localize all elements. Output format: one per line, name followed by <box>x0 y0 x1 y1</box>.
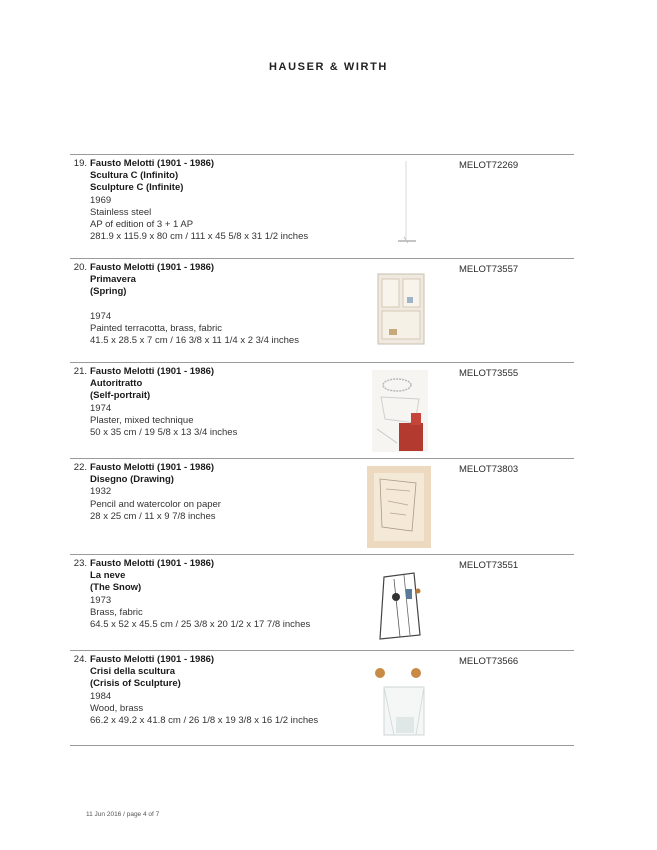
artwork-title: Autoritratto <box>90 378 143 390</box>
artwork-medium: Painted terracotta, brass, fabric <box>90 323 223 334</box>
entry-number: 23. <box>73 558 87 569</box>
artwork-medium: Plaster, mixed technique <box>90 414 194 426</box>
artwork-entry <box>70 554 574 651</box>
artwork-thumbnail <box>374 569 426 643</box>
entry-details <box>90 558 360 631</box>
artist-name: Fausto Melotti (1901 - 1986) <box>90 158 215 169</box>
artist-name: Fausto Melotti (1901 - 1986) <box>90 462 215 473</box>
entry-details <box>90 366 360 439</box>
artwork-medium: Wood, brass <box>90 702 144 714</box>
entry-details <box>90 262 360 347</box>
artwork-dimensions: 41.5 x 28.5 x 7 cm / 16 3/8 x 11 1/4 x 2 3/4 inches <box>90 335 299 347</box>
artist-name: Fausto Melotti (1901 - 1986) <box>90 262 215 273</box>
artwork-entry <box>70 458 574 555</box>
artwork-entry <box>70 258 574 363</box>
entry-number: 20. <box>73 262 87 273</box>
artwork-dimensions: 28 x 25 cm / 11 x 9 7/8 inches <box>90 510 216 522</box>
artwork-title-english: (Crisis of Sculpture) <box>90 678 181 690</box>
artwork-dimensions: 50 x 35 cm / 19 5/8 x 13 3/4 inches <box>90 427 238 439</box>
artist-name: Fausto Melotti (1901 - 1986) <box>90 558 215 569</box>
artwork-thumbnail <box>377 273 425 345</box>
artwork-title-english: (The Snow) <box>90 582 142 594</box>
entry-number: 24. <box>73 654 87 665</box>
page-footer: 11 Jun 2016 / page 4 of 7 <box>86 811 160 818</box>
artwork-year: 1973 <box>90 594 112 606</box>
artist-name: Fausto Melotti (1901 - 1986) <box>90 366 215 377</box>
artwork-edition: AP of edition of 3 + 1 AP <box>90 219 194 231</box>
artwork-thumbnail <box>366 465 432 549</box>
artwork-title: La neve <box>90 570 126 582</box>
artwork-year: 1969 <box>90 194 112 206</box>
inventory-code: MELOT73803 <box>459 464 519 475</box>
entry-details <box>90 654 360 727</box>
artwork-title: Disegno (Drawing) <box>90 474 174 486</box>
artwork-medium: Brass, fabric <box>90 606 143 618</box>
artwork-thumbnail <box>368 159 438 247</box>
entry-number: 19. <box>73 158 87 169</box>
entry-number: 21. <box>73 366 87 377</box>
artwork-year: 1984 <box>90 690 112 702</box>
artwork-thumbnail <box>371 369 429 453</box>
artwork-year: 1974 <box>90 402 112 414</box>
entry-number: 22. <box>73 462 87 473</box>
artwork-title: Scultura C (Infinito) <box>90 170 179 182</box>
artwork-title-english: Sculpture C (Infinite) <box>90 182 184 194</box>
artwork-entry <box>70 154 574 259</box>
inventory-code: MELOT73551 <box>459 560 519 571</box>
inventory-code: MELOT73566 <box>459 656 519 667</box>
artwork-dimensions: 66.2 x 49.2 x 41.8 cm / 26 1/8 x 19 3/8 x 16 1/2 inches <box>90 715 319 727</box>
entry-details <box>90 462 360 523</box>
artwork-medium: Pencil and watercolor on paper <box>90 498 221 510</box>
artwork-title-english: (Self-portrait) <box>90 390 151 402</box>
inventory-code: MELOT72269 <box>459 160 519 171</box>
entry-details <box>90 158 360 243</box>
artwork-title: Crisi della scultura <box>90 666 176 678</box>
artwork-title: Primavera <box>90 274 136 286</box>
gallery-header: HAUSER & WIRTH <box>269 61 388 73</box>
inventory-code: MELOT73555 <box>459 368 519 379</box>
artwork-year: 1974 <box>90 310 112 322</box>
artist-name: Fausto Melotti (1901 - 1986) <box>90 654 215 665</box>
artwork-dimensions: 281.9 x 115.9 x 80 cm / 111 x 45 5/8 x 31 1/2 inches <box>90 231 309 243</box>
artwork-thumbnail <box>370 657 432 741</box>
artwork-dimensions: 64.5 x 52 x 45.5 cm / 25 3/8 x 20 1/2 x 17 7/8 inches <box>90 619 311 631</box>
artwork-entry <box>70 362 574 459</box>
artwork-year: 1932 <box>90 486 112 498</box>
artwork-entry <box>70 650 574 746</box>
artwork-medium: Stainless steel <box>90 206 152 218</box>
inventory-code: MELOT73557 <box>459 264 519 275</box>
artwork-title-english: (Spring) <box>90 286 127 298</box>
bottom-divider <box>70 745 574 746</box>
